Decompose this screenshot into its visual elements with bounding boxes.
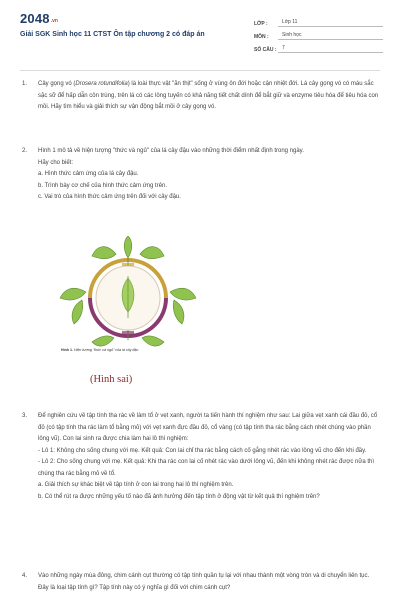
- question-text: Hình 1 mô tả về hiện tượng "thức và ngủ" của lá cây đậu vào những thời điểm nhất định trong ngày.: [38, 148, 304, 154]
- meta-value: Sinh học: [278, 32, 383, 40]
- ring-label-bottom: [122, 331, 134, 334]
- leaf-top-left: [92, 247, 116, 259]
- question-3: [22, 411, 380, 503]
- question-item: a. Hình thức cảm ứng của lá cây đậu.: [38, 171, 139, 177]
- question-body: [38, 571, 380, 594]
- question-item: a. Giải thích sự khác biệt về tập tính ở con lai trong hai lô thí nghiệm trên.: [38, 482, 234, 488]
- question-text: Để nghiên cứu về tập tính tha rác về làm tổ ở vẹt xanh, người ta tiến hành thí nghiệm như sau: Lai giữa vẹt xanh cái đầu đỏ, cổ đỏ (có tập tính tha rác làm tổ bằng mỏ) với vẹt xanh đực đầu đỏ, cổ vàng (có tập tính tha rác bằng cách nhét chúng vào phần lông vũ). Con lai sinh ra được chia làm hai lô thí nghiệm:: [38, 413, 378, 442]
- question-text: Vào những ngày mùa đông, chim cánh cụt thường có tập tính quần tụ lại với nhau thành một vòng tròn và di chuyển liên tục. Đây là loại tập tính gì? Tập tính này có ý nghĩa gì đối với chim cánh cụt?: [38, 573, 370, 591]
- question-item: b. Trình bày cơ chế của hình thức cảm ứng trên.: [38, 182, 168, 189]
- text-segment: Cây gọng vó (: [38, 81, 76, 87]
- question-item: c. Vai trò của hình thức cảm ứng trên đối với cây đậu.: [38, 194, 181, 200]
- leaf-right-2: [173, 300, 184, 324]
- leaf-top-center: [124, 236, 132, 258]
- meta-row-subject: [254, 27, 383, 40]
- meta-value: 7: [278, 45, 383, 53]
- leaf-bottom-right: [142, 336, 164, 346]
- species-name: Drosera rotundifolia: [75, 81, 128, 87]
- question-number: 4.: [22, 573, 28, 579]
- leaf-left-2: [72, 300, 83, 324]
- figure-caption: [61, 348, 221, 352]
- header: [0, 0, 400, 68]
- site-logo[interactable]: [20, 11, 58, 26]
- question-number: 3.: [22, 413, 28, 419]
- text-segment: ) là loài thực vật "ăn thịt" sống ở vùng ôn đới hoặc cận nhiệt đới. Lá cây gọng vó có màu sắc sặc sỡ để hấp dẫn côn trùng, trên lá có các lông tuyến có khả năng tiết chất dính để bắt giữ và enzyme tiêu hóa để tiêu hóa con mồi. Hãy tìm hiểu và giải thích sự vận động bắt mồi ở cây gọng vó.: [38, 81, 379, 110]
- question-body: [38, 79, 380, 114]
- question-body: [38, 411, 380, 503]
- meta-row-count: [254, 40, 383, 53]
- ring-label-top: [122, 263, 134, 266]
- leaf-right-1: [170, 288, 196, 300]
- header-divider: [20, 70, 380, 71]
- meta-label: MÔN :: [254, 34, 269, 40]
- question-prompt: Hãy cho biết:: [38, 159, 74, 166]
- caption-text: Hiện tượng "thức và ngủ" của lá cây đậu: [73, 348, 139, 352]
- question-number: 2.: [22, 148, 28, 154]
- meta-value: Lớp 11: [278, 19, 383, 27]
- meta-row-class: [254, 14, 383, 27]
- question-item: - Lô 2: Cho sống chung với mẹ. Kết quả: Khi tha rác con lai cố nhét rác vào dưới lông vũ, đến khi không nhét rác được nữa thì chúng tha rác bằng mỏ về tổ.: [38, 459, 375, 477]
- bean-leaf-figure: [58, 236, 198, 364]
- meta-label: SỐ CÂU :: [254, 47, 277, 53]
- question-number: 1.: [22, 81, 28, 87]
- meta-label: LỚP :: [254, 21, 268, 27]
- document-title: Giải SGK Sinh học 11 CTST Ôn tập chương 2 có đáp án: [20, 31, 205, 38]
- question-1: [22, 79, 380, 114]
- caption-label: Hình 1.: [61, 348, 73, 352]
- logo-suffix: .vn: [50, 18, 58, 24]
- question-body: [38, 146, 380, 204]
- question-item: - Lô 1: Không cho sống chung với mẹ. Kết quả: Con lai chỉ tha rác bằng cách cố gắng nhét rác vào lông vũ cho đến khi đầy.: [38, 447, 367, 454]
- leaf-top-right: [140, 247, 164, 259]
- figure-error-note: (Hình sai): [90, 374, 133, 385]
- leaf-left-1: [60, 288, 86, 300]
- question-text: [38, 79, 380, 114]
- leaf-bottom-left: [92, 336, 114, 346]
- document-meta: [254, 14, 383, 53]
- question-2: [22, 146, 380, 204]
- logo-text: 2048: [20, 11, 50, 26]
- question-4: [22, 571, 380, 594]
- question-item: b. Có thể rút ra được những yếu tố nào đã ảnh hưởng đến tập tính ở động vật từ kết quả thí nghiệm trên?: [38, 493, 320, 500]
